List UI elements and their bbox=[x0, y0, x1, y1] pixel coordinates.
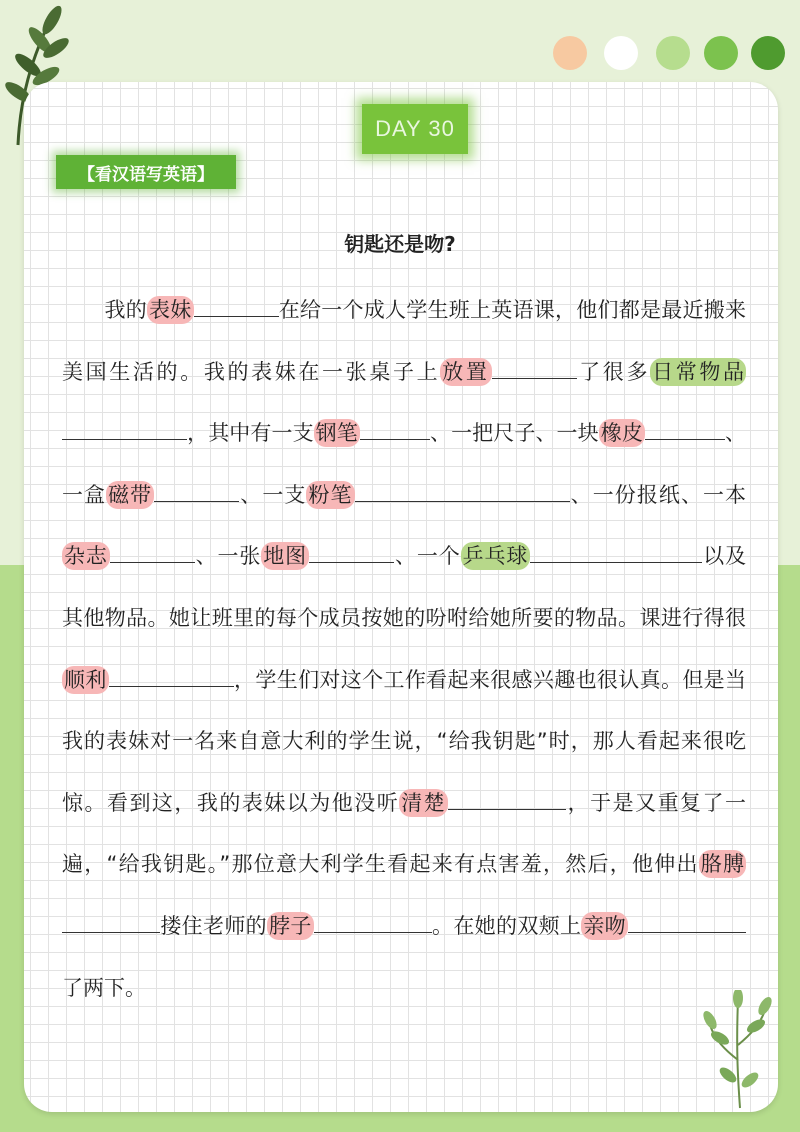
header-dot bbox=[656, 36, 690, 70]
answer-blank bbox=[355, 479, 570, 502]
answer-blank bbox=[360, 417, 430, 440]
story-text: 、一份报纸、一本 bbox=[569, 482, 747, 507]
header-dot bbox=[704, 36, 738, 70]
highlighted-word: 放置 bbox=[442, 359, 490, 384]
highlighted-word: 清楚 bbox=[401, 790, 447, 815]
highlighted-word: 脖子 bbox=[269, 913, 312, 938]
highlighted-word: 亲吻 bbox=[583, 913, 627, 938]
header-dot bbox=[553, 36, 587, 70]
highlighted-word: 胳膊 bbox=[700, 852, 744, 877]
highlighted-word: 粉笔 bbox=[308, 482, 353, 507]
story-text: 了两下。 bbox=[62, 975, 146, 1000]
answer-blank bbox=[62, 910, 160, 933]
header-dot bbox=[604, 36, 638, 70]
story-text: 、一支 bbox=[239, 482, 307, 507]
answer-blank bbox=[628, 910, 746, 933]
story-text: ，其中有一支 bbox=[187, 421, 314, 446]
story-title: 钥匙还是吻? bbox=[344, 232, 456, 256]
answer-blank bbox=[645, 417, 725, 440]
highlighted-word: 乒乓球 bbox=[462, 544, 529, 569]
answer-blank bbox=[154, 479, 239, 502]
answer-blank bbox=[109, 664, 234, 687]
story-text: 以及其他物品。她让班里的每个成员按她的吩咐给她所要的物品。课进行得很 bbox=[62, 544, 747, 630]
answer-blank bbox=[492, 356, 577, 379]
story-text: 、一个 bbox=[394, 544, 461, 569]
day-badge: DAY 30 bbox=[362, 104, 468, 154]
highlighted-word: 地图 bbox=[263, 544, 308, 569]
highlighted-word: 顺利 bbox=[64, 667, 107, 692]
highlighted-word: 日常物品 bbox=[652, 359, 745, 384]
highlighted-word: 磁带 bbox=[108, 482, 153, 507]
story-text: 、一把尺子、一块 bbox=[429, 421, 599, 446]
answer-blank bbox=[314, 910, 432, 933]
answer-blank bbox=[194, 294, 279, 317]
answer-blank bbox=[110, 540, 195, 563]
story-text: 在给一个成人学生班上英语课，他们都是最近搬来美国生活的。我的表妹在一张桌子上 bbox=[62, 298, 746, 384]
story-text: 。在她的双颊上 bbox=[431, 913, 582, 938]
story-text: ，于是又重复了一遍，“给我钥匙。”那位意大利学生看起来有点害羞，然后，他伸出 bbox=[62, 790, 747, 877]
answer-blank bbox=[530, 540, 702, 563]
story-text: 我的 bbox=[62, 298, 147, 322]
plant-sprig-icon bbox=[690, 990, 780, 1110]
highlighted-word: 钢笔 bbox=[315, 421, 358, 446]
story-text: 搂住老师的 bbox=[160, 913, 267, 938]
story-text: 了很多 bbox=[576, 359, 651, 384]
highlighted-word: 橡皮 bbox=[600, 421, 643, 446]
answer-blank bbox=[448, 787, 566, 810]
story-text: ，学生们对这个工作看起来很感兴趣也很认真。但是当我的表妹对一名来自意大利的学生说，“给我钥匙”时，那人看起来很吃惊。看到这，我的表妹以为他没听 bbox=[62, 667, 747, 815]
story-text: 、一张 bbox=[194, 544, 262, 569]
answer-blank bbox=[62, 417, 187, 440]
header-dot bbox=[751, 36, 785, 70]
highlighted-word: 表妹 bbox=[149, 298, 192, 322]
answer-blank bbox=[309, 540, 394, 563]
section-label: 【看汉语写英语】 bbox=[56, 155, 236, 189]
story-paragraph bbox=[62, 280, 746, 1019]
highlighted-word: 杂志 bbox=[64, 544, 108, 569]
story-text: 、一盒 bbox=[62, 421, 747, 507]
